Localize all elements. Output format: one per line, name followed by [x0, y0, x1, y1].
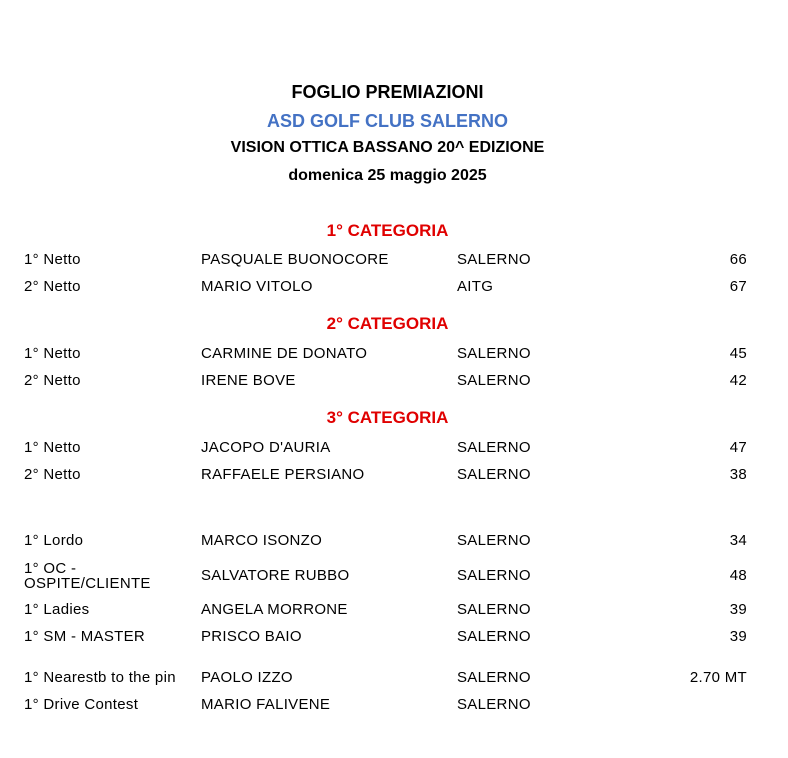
row-score: 39 — [729, 628, 747, 645]
table-row — [0, 532, 788, 554]
row-club: SALERNO — [457, 466, 531, 483]
row-place: 1° Netto — [24, 251, 81, 268]
row-club: AITG — [457, 278, 494, 295]
row-place: 1° OC - OSPITE/CLIENTE — [24, 560, 151, 592]
table-row — [0, 345, 788, 367]
row-club: SALERNO — [457, 372, 531, 389]
row-score: 66 — [729, 251, 747, 268]
table-row — [0, 278, 788, 300]
row-club: SALERNO — [457, 628, 531, 645]
row-club: SALERNO — [457, 696, 531, 713]
row-place: 2° Netto — [24, 466, 81, 483]
table-row — [0, 372, 788, 394]
row-name: CARMINE DE DONATO — [201, 345, 368, 362]
row-score: 39 — [729, 601, 747, 618]
row-score: 67 — [729, 278, 747, 295]
row-club: SALERNO — [457, 251, 531, 268]
row-score: 34 — [729, 532, 747, 549]
row-name: PASQUALE BUONOCORE — [201, 251, 389, 268]
table-row — [0, 696, 788, 718]
row-score: 47 — [729, 439, 747, 456]
row-score: 48 — [729, 567, 747, 584]
row-place: 2° Netto — [24, 372, 81, 389]
row-name: RAFFAELE PERSIANO — [201, 466, 365, 483]
row-place: 1° Netto — [24, 439, 81, 456]
table-row — [0, 251, 788, 273]
category-heading-1: 1° CATEGORIA — [326, 221, 449, 240]
table-row — [0, 628, 788, 650]
row-club: SALERNO — [457, 567, 531, 584]
row-place: 1° Ladies — [24, 601, 90, 618]
row-place: 2° Netto — [24, 278, 81, 295]
row-club: SALERNO — [457, 532, 531, 549]
row-club: SALERNO — [457, 345, 531, 362]
row-place: 1° Netto — [24, 345, 81, 362]
row-score: 42 — [729, 372, 747, 389]
table-row — [0, 669, 788, 691]
row-club: SALERNO — [457, 669, 531, 686]
club-name: ASD GOLF CLUB SALERNO — [267, 111, 508, 131]
row-name: PAOLO IZZO — [201, 669, 293, 686]
category-heading-2: 2° CATEGORIA — [326, 314, 449, 333]
table-row — [0, 439, 788, 461]
row-name: PRISCO BAIO — [201, 628, 302, 645]
row-name: MARIO FALIVENE — [201, 696, 331, 713]
event-date: domenica 25 maggio 2025 — [288, 167, 487, 184]
row-score: 2.70 MT — [689, 669, 747, 686]
table-row — [0, 560, 788, 592]
row-place: 1° Nearestb to the pin — [24, 669, 176, 686]
row-name: SALVATORE RUBBO — [201, 567, 350, 584]
event-edition: VISION OTTICA BASSANO 20^ EDIZIONE — [230, 139, 545, 156]
row-name: ANGELA MORRONE — [201, 601, 348, 618]
category-heading-3: 3° CATEGORIA — [326, 408, 449, 427]
row-club: SALERNO — [457, 439, 531, 456]
row-place: 1° Drive Contest — [24, 696, 139, 713]
row-club: SALERNO — [457, 601, 531, 618]
row-name: MARIO VITOLO — [201, 278, 313, 295]
row-score: 38 — [729, 466, 747, 483]
row-name: JACOPO D'AURIA — [201, 439, 331, 456]
row-place: 1° SM - MASTER — [24, 628, 146, 645]
table-row — [0, 601, 788, 623]
row-name: MARCO ISONZO — [201, 532, 323, 549]
page-title: FOGLIO PREMIAZIONI — [291, 82, 484, 102]
row-name: IRENE BOVE — [201, 372, 296, 389]
table-row — [0, 466, 788, 488]
row-place: 1° Lordo — [24, 532, 84, 549]
row-score: 45 — [729, 345, 747, 362]
